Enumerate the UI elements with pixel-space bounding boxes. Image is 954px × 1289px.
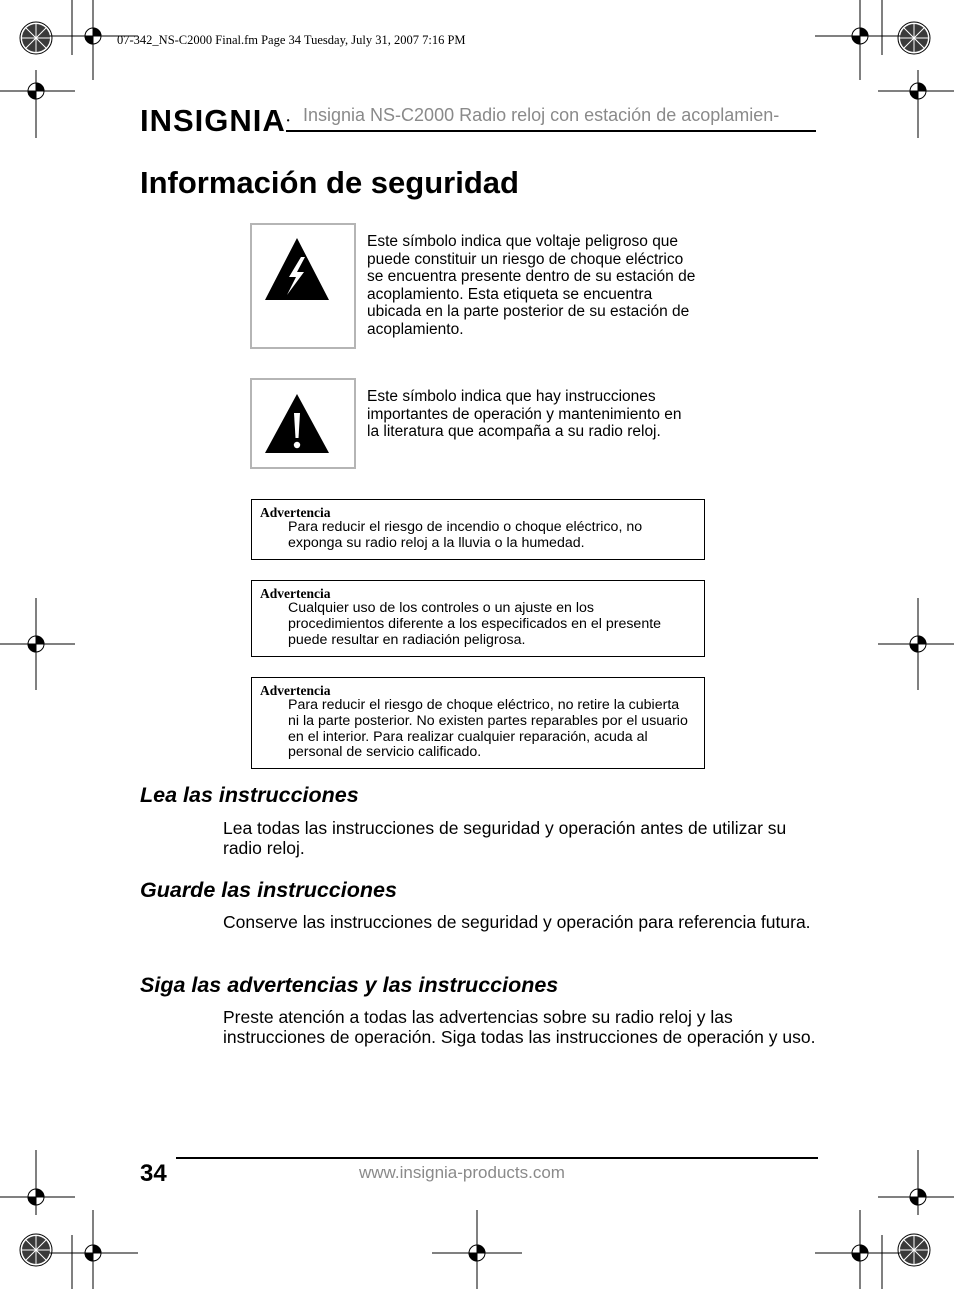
warning-body: Para reducir el riesgo de choque eléctrico, no retire la cubierta ni la parte posterior. No existen partes reparables por el usuario en el interior. Para realizar cualquier reparación, acuda al personal de servicio calificado.: [288, 697, 688, 761]
warning-box-2: [251, 580, 705, 657]
header-rule: [286, 130, 816, 132]
lightning-warning-icon: [252, 225, 354, 347]
exclamation-warning-icon: [252, 380, 354, 467]
page-number: 34: [140, 1160, 167, 1187]
section-body-keep: Conserve las instrucciones de seguridad y operación para referencia futura.: [223, 912, 811, 932]
footer-rule: [176, 1157, 818, 1159]
section-body-follow: Preste atención a todas las advertencias sobre su radio reloj y las instrucciones de operación. Siga todas las instrucciones de operación y uso.: [223, 1007, 816, 1047]
exclamation-symbol-box: [250, 378, 356, 469]
page-title: Información de seguridad: [140, 165, 519, 200]
warning-title: Advertencia: [260, 683, 331, 698]
lightning-symbol-box: [250, 223, 356, 349]
warning-body: Cualquier uso de los controles o un ajuste en los procedimientos diferente a los especificados en el presente puede resultar en radiación peligrosa.: [288, 600, 662, 648]
insignia-logo: [140, 104, 291, 138]
warning-box-3: [251, 677, 705, 769]
section-heading-follow: Siga las advertencias y las instrucciones: [140, 973, 559, 997]
lightning-symbol-text: Este símbolo indica que voltaje peligroso que puede constituir un riesgo de choque eléctrico se encuentra presente dentro de su estación de acoplamiento. Esta etiqueta se encuentra ubicada en la parte posterior de su estación de acoplamiento.: [367, 233, 696, 338]
section-body-read: Lea todas las instrucciones de seguridad y operación antes de utilizar su radio reloj.: [223, 818, 787, 858]
trademark-symbol: •: [286, 116, 291, 125]
footer-url: www.insignia-products.com: [359, 1163, 565, 1182]
print-file-info: 07-342_NS-C2000 Final.fm Page 34 Tuesday, July 31, 2007 7:16 PM: [117, 33, 466, 47]
warning-title: Advertencia: [260, 505, 331, 520]
warning-body: Para reducir el riesgo de incendio o choque eléctrico, no exponga su radio reloj a la lluvia o la humedad.: [288, 519, 643, 551]
header-title: Insignia NS-C2000 Radio reloj con estación de acoplamien-: [303, 105, 780, 125]
section-heading-keep: Guarde las instrucciones: [140, 878, 397, 902]
logo-text: INSIGNIA: [140, 103, 286, 138]
exclamation-symbol-text: Este símbolo indica que hay instrucciones importantes de operación y mantenimiento en la literatura que acompaña a su radio reloj.: [367, 388, 682, 440]
section-heading-read: Lea las instrucciones: [140, 783, 359, 807]
warning-box-1: [251, 499, 705, 560]
warning-title: Advertencia: [260, 586, 331, 601]
